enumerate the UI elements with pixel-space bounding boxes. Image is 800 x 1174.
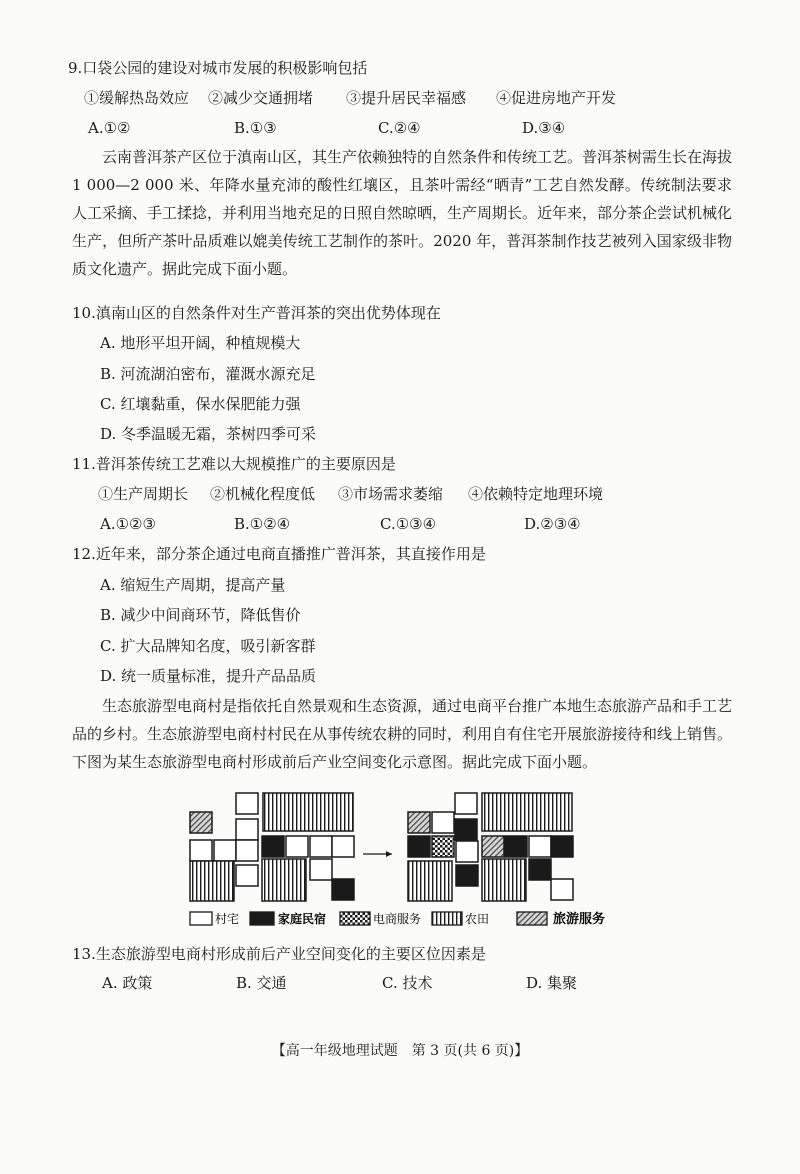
q12-option: D. 统一质量标准，提升产品品质 (100, 667, 317, 685)
passage-ecommerce-text: 生态旅游型电商村是指依托自然景观和生态资源，通过电商平台推广本地生态旅游产品和手工艺品的乡村。生态旅游型电商村村民在从事传统农耕的同时，利用自有住宅开展旅游接待和线上销售。下图为某生态旅游型电商村形成前后产业空间变化示意图。据此完成下面小题。 (72, 697, 733, 771)
ecommerce-service-cell (432, 836, 454, 857)
q9-option: C.②④ (378, 119, 421, 137)
q9-items (84, 88, 684, 108)
village-house-cell (286, 836, 308, 857)
legend-swatch-homestay (250, 912, 274, 925)
village-house-cell (214, 840, 236, 861)
q10-stem: 10.滇南山区的自然条件对生产普洱茶的突出优势体现在 (72, 304, 441, 322)
legend-swatch-ecommerce (340, 912, 370, 925)
q9-stem: 9.口袋公园的建设对城市发展的积极影响包括 (68, 59, 368, 77)
q9-option: A.①② (88, 119, 131, 137)
village-house-cell (332, 836, 354, 857)
farmland-cell (408, 861, 452, 901)
farmland-cell (482, 859, 526, 901)
q11-option: B.①②④ (234, 515, 291, 533)
q11-items (98, 484, 698, 504)
q11-options (100, 514, 700, 534)
q13-stem: 13.生态旅游型电商村形成前后产业空间变化的主要区位因素是 (72, 945, 486, 963)
village-house-cell (236, 840, 258, 861)
after-layout (408, 793, 573, 901)
tourism-service-cell (482, 836, 504, 857)
q11-item: ①生产周期长 (98, 485, 189, 503)
q11-item: ④依赖特定地理环境 (468, 485, 604, 503)
q12-option: C. 扩大品牌知名度，吸引新客群 (100, 637, 316, 655)
legend-label: 旅游服务 (553, 912, 606, 927)
farmland-cell (263, 793, 353, 831)
q11-item: ②机械化程度低 (210, 485, 316, 503)
q11-stem: 11.普洱茶传统工艺难以大规模推广的主要原因是 (72, 455, 396, 473)
village-house-cell (551, 879, 573, 900)
homestay-cell (408, 836, 430, 857)
homestay-cell (455, 819, 477, 840)
passage-ecommerce (72, 692, 732, 776)
village-house-cell (236, 865, 258, 886)
q11-option: C.①③④ (380, 515, 437, 533)
q10-option: D. 冬季温暖无霜，茶树四季可采 (100, 425, 317, 443)
before-layout (190, 793, 354, 901)
q13-option: B. 交通 (236, 974, 287, 992)
homestay-cell (551, 836, 573, 857)
farmland-cell (190, 861, 234, 901)
q12-stem: 12.近年来，部分茶企通过电商直播推广普洱茶，其直接作用是 (72, 545, 486, 563)
q9-options (88, 118, 688, 138)
legend-swatch-tourism (517, 912, 547, 925)
village-house-cell (236, 819, 258, 840)
q10-option: A. 地形平坦开阔，种植规模大 (100, 334, 301, 352)
legend-swatch-farmland (432, 912, 462, 925)
q13-options (102, 973, 702, 993)
diagram-legend (190, 911, 605, 927)
q9-option: B.①③ (234, 119, 277, 137)
q10-option: B. 河流湖泊密布，灌溉水源充足 (100, 365, 316, 383)
passage-tea-text: 云南普洱茶产区位于滇南山区，其生产依赖独特的自然条件和传统工艺。普洱茶树需生长在海拔 1 000—2 000 米、年降水量充沛的酸性红壤区，且茶叶需经“晒青”工艺自然发酵。传统制法要求人工采摘、手工揉捻，并利用当地充足的日照自然晾晒，生产周期长。近年来，部分茶企尝试机械化生产，但所产茶叶品质难以媲美传统工艺制作的茶叶。2020 年，普洱茶制作技艺被列入国家级非物质文化遗产。据此完成下面小题。 (72, 148, 733, 278)
q9-item: ②减少交通拥堵 (208, 89, 314, 107)
q11-option: A.①②③ (100, 515, 156, 533)
q12-option: B. 减少中间商环节，降低售价 (100, 606, 301, 624)
tourism-service-cell (190, 812, 212, 833)
q13-option: A. 政策 (102, 974, 153, 992)
legend-label: 农田 (465, 912, 490, 926)
tourism-service-cell (408, 812, 430, 833)
homestay-cell (505, 836, 527, 857)
homestay-cell (262, 836, 284, 857)
passage-tea (72, 143, 732, 283)
village-house-cell (455, 793, 477, 814)
transition-arrow (363, 851, 392, 857)
q9-item: ①缓解热岛效应 (84, 89, 190, 107)
q9-item: ④促进房地产开发 (496, 89, 617, 107)
farmland-cell (262, 859, 306, 901)
legend-label: 电商服务 (373, 912, 422, 926)
q11-item: ③市场需求萎缩 (338, 485, 444, 503)
village-house-cell (310, 859, 332, 880)
q9-option: D.③④ (522, 119, 566, 137)
q13-option: C. 技术 (382, 974, 433, 992)
q12-option: A. 缩短生产周期，提高产量 (100, 576, 286, 594)
homestay-cell (332, 879, 354, 900)
homestay-cell (456, 865, 478, 886)
village-house-cell (529, 836, 551, 857)
village-layout-diagram (0, 785, 800, 935)
q11-option: D.②③④ (524, 515, 581, 533)
village-house-cell (310, 836, 332, 857)
legend-label: 家庭民宿 (278, 912, 327, 926)
village-house-cell (190, 840, 212, 861)
village-house-cell (236, 793, 258, 814)
q13-option: D. 集聚 (526, 974, 578, 992)
q9-item: ③提升居民幸福感 (346, 89, 467, 107)
farmland-cell (482, 793, 572, 831)
village-house-cell (432, 812, 454, 833)
legend-swatch-village-house (190, 912, 212, 925)
legend-label: 村宅 (215, 912, 240, 926)
page-footer: 【高一年级地理试题 第 3 页(共 6 页)】 (271, 1043, 529, 1059)
homestay-cell (529, 859, 551, 880)
village-house-cell (456, 841, 478, 862)
q10-option: C. 红壤黏重，保水保肥能力强 (100, 395, 301, 413)
